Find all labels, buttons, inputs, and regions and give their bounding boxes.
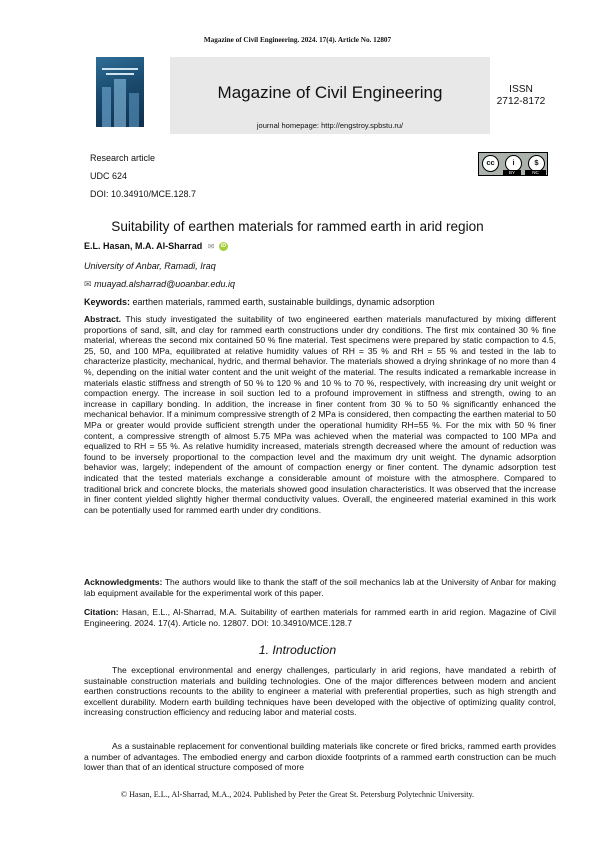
issn-block	[496, 84, 546, 108]
journal-title: Magazine of Civil Engineering	[217, 83, 443, 102]
article-title: Suitability of earthen materials for rammed earth in arid region	[111, 219, 484, 234]
orcid-icon[interactable]: iD	[220, 243, 226, 250]
cc-license-badge[interactable]	[478, 152, 548, 176]
issn-label: ISSN	[509, 84, 533, 95]
email-line	[84, 279, 235, 290]
abstract-label: Abstract.	[84, 314, 122, 324]
section-heading-introduction: 1. Introduction	[258, 643, 337, 657]
cc-icon: cc	[482, 155, 499, 172]
by-label: BY	[503, 170, 521, 175]
journal-banner	[170, 57, 490, 134]
article-type: Research article	[90, 153, 156, 163]
journal-homepage-link[interactable]: journal homepage: http://engstroy.spbstu.ru/	[256, 121, 404, 130]
abstract	[84, 314, 556, 515]
citation-label: Citation:	[84, 607, 119, 617]
attribution-icon: i	[505, 155, 522, 172]
citation	[84, 607, 556, 628]
citation-text: Hasan, E.L., Al-Sharrad, M.A. Suitability of earthen materials for rammed earth in arid region. Magazine of Civil Engineering. 2024. 17(4). Article no. 12807. DOI: 10.34910/MCE.128.7	[84, 607, 556, 628]
noncommercial-icon: $	[528, 155, 545, 172]
nc-label: NC	[525, 170, 546, 175]
envelope-icon[interactable]: ✉	[207, 242, 215, 251]
abstract-text: This study investigated the suitability of two engineered earthen materials manufactured by mixing different proportions of sand, silt, and clay for rammed earth constructions under dry conditions. The first mix contained 30 % fine material, whereas the second mix contained 50 % fine material. Test specimens were prepared by static compaction to 4.5, 25, 50, and 100 MPa, equilibrated at relative humidity values of RH = 35 % and RH = 55 % and tested in the lab to characterize plasticity, mechanical, hydric, and thermal behavior. The materials showed a drying shrinkage of no more than 4 %, depending on the initial water content and the unit weight of the material. The results indicated a remarkable increase in materials elastic stiffness and strength of 50 % to 120 % and 10 % to 70 %, respectively, with increasing dry unit weight or compaction energy. The increase in soil suction led to a profound improvement in stiffness and strength, owing to an increase in capillary bonding. In addition, the increase in finer content from 30 % to 50 % significantly enhanced the mechanical behavior. If a minimum compressive strength of 2 MPa is considered, then compacting the earthen material to 50 MPa or greater would provide sufficient strength under the operational humidity RH=55 %. For the mix with 50 % finer content, a compressive strength of almost 5.75 MPa was achieved when the material was compacted to 100 MPa and equalized to RH = 55 %. As relative humidity increased, materials strength decreased where the amount of reduction was found to be inversely proportional to the compaction level and the maximum dry unit weight. The dynamic adsorption behavior was, largely; independent of the amount of compaction energy or finer content. The dynamic adsorption test indicated that the tested materials exchange a considerable amount of moisture with the atmosphere. Compared to traditional brick and concrete blocks, the materials showed good insulation characteristics. It was observed that the increase in finer content yielded slightly higher thermal conductivity values. Overall, the engineered material examined in this work can be potentially used for rammed earth under dry conditions.	[84, 314, 556, 515]
copyright-footer: © Hasan, E.L., Al-Sharrad, M.A., 2024. Published by Peter the Great St. Petersburg Polytechnic University.	[120, 790, 475, 799]
journal-cover-image	[96, 57, 144, 127]
issn-number: 2712-8172	[496, 96, 546, 107]
intro-paragraph-1: The exceptional environmental and energy challenges, particularly in arid regions, have mandated a rebirth of sustainable construction materials and building technologies. One of the major differences between modern and ancient earthen constructions recounts to the ability to engineer a material with preferential properties, such as high strength and excellent durability. Modern earth building techniques have been developed with the objective of optimizing quality control, increasing construction efficiency and reducing labor and material costs.	[84, 665, 556, 718]
keywords	[84, 297, 435, 307]
acknowledgments-text: The authors would like to thank the staff of the soil mechanics lab at the University of Anbar for making lab equipment available for the experimental work of this paper.	[84, 577, 556, 598]
keywords-label: Keywords:	[84, 297, 131, 307]
authors: E.L. Hasan, M.A. Al-Sharrad	[84, 241, 203, 251]
authors-line	[84, 241, 228, 251]
acknowledgments	[84, 577, 556, 598]
udc-code: UDC 624	[90, 171, 128, 181]
intro-paragraph-2: As a sustainable replacement for conventional building materials like concrete or fired bricks, rammed earth provides a number of advantages. The embodied energy and carbon dioxide footprints of a rammed earth construction can be much lower than that of an identical structure composed of more	[84, 741, 556, 773]
envelope-icon: ✉	[84, 279, 92, 289]
running-header: Magazine of Civil Engineering. 2024. 17(4). Article No. 12807	[203, 36, 392, 44]
author-email[interactable]: muayad.alsharrad@uoanbar.edu.iq	[94, 279, 235, 289]
doi[interactable]: DOI: 10.34910/MCE.128.7	[90, 189, 197, 199]
acknowledgments-label: Acknowledgments:	[84, 577, 163, 587]
keywords-text: earthen materials, rammed earth, sustainable buildings, dynamic adsorption	[132, 297, 435, 307]
affiliation: University of Anbar, Ramadi, Iraq	[84, 261, 216, 271]
